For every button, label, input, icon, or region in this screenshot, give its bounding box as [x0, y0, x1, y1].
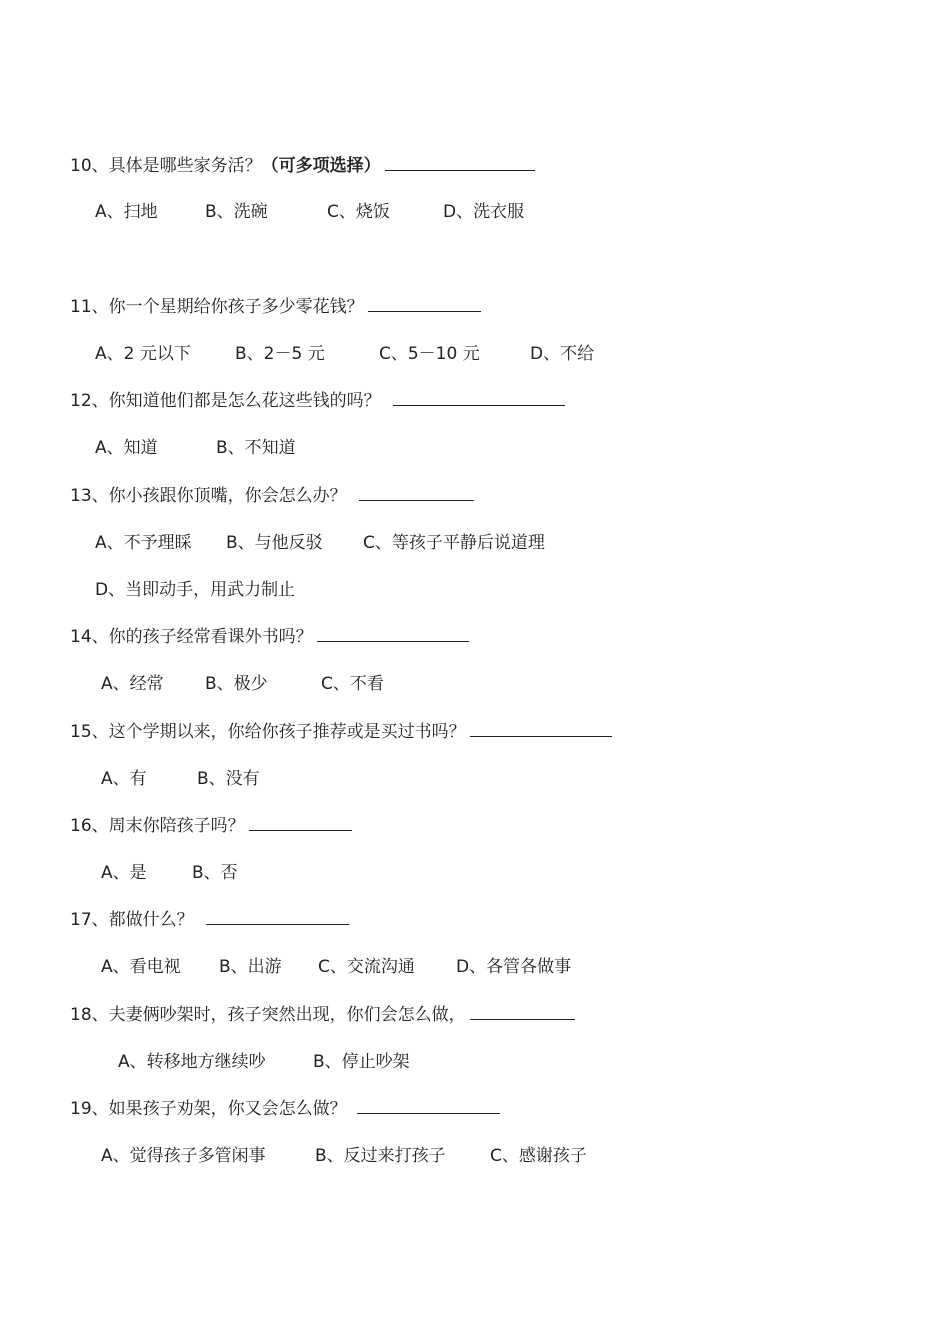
- option-16-b[interactable]: B、否: [192, 863, 238, 883]
- option-11-b[interactable]: B、2－5 元: [235, 344, 325, 364]
- options-13-line2: [0, 576, 950, 604]
- answer-blank-11[interactable]: [368, 293, 481, 312]
- option-17-a[interactable]: A、看电视: [101, 957, 181, 977]
- question-17: [70, 906, 349, 934]
- question-16: [70, 812, 352, 840]
- answer-blank-17[interactable]: [206, 906, 349, 925]
- option-15-b[interactable]: B、没有: [197, 769, 260, 789]
- option-17-d[interactable]: D、各管各做事: [456, 957, 572, 977]
- option-10-d[interactable]: D、洗衣服: [443, 202, 525, 222]
- option-19-c[interactable]: C、感谢孩子: [490, 1146, 587, 1166]
- option-14-b[interactable]: B、极少: [205, 674, 268, 694]
- option-14-a[interactable]: A、经常: [101, 674, 164, 694]
- options-13: [0, 529, 950, 557]
- question-19: [70, 1095, 500, 1123]
- options-16: [0, 859, 950, 887]
- answer-blank-18[interactable]: [470, 1001, 575, 1020]
- options-10: [0, 198, 950, 226]
- answer-blank-14[interactable]: [317, 623, 469, 642]
- option-10-c[interactable]: C、烧饭: [327, 202, 390, 222]
- question-19-prompt: 19、如果孩子劝架，你又会怎么做？: [70, 1099, 347, 1119]
- option-17-b[interactable]: B、出游: [219, 957, 282, 977]
- question-16-prompt: 16、周末你陪孩子吗？: [70, 816, 245, 836]
- option-10-b[interactable]: B、洗碗: [205, 202, 268, 222]
- option-13-a[interactable]: A、不予理睬: [95, 533, 192, 553]
- option-13-b[interactable]: B、与他反驳: [226, 533, 323, 553]
- question-17-prompt: 17、都做什么？: [70, 910, 194, 930]
- question-14: [70, 623, 469, 651]
- option-18-a[interactable]: A、转移地方继续吵: [118, 1052, 266, 1072]
- question-12-prompt: 12、你知道他们都是怎么花这些钱的吗？: [70, 391, 381, 411]
- option-10-a[interactable]: A、扫地: [95, 202, 158, 222]
- question-11: [70, 293, 481, 321]
- options-18: [0, 1048, 950, 1076]
- option-13-d[interactable]: D、当即动手，用武力制止: [95, 580, 296, 600]
- option-15-a[interactable]: A、有: [101, 769, 147, 789]
- question-13-prompt: 13、你小孩跟你顶嘴，你会怎么办？: [70, 486, 347, 506]
- options-17: [0, 953, 950, 981]
- option-19-b[interactable]: B、反过来打孩子: [315, 1146, 446, 1166]
- option-18-b[interactable]: B、停止吵架: [313, 1052, 410, 1072]
- question-12: [70, 387, 565, 415]
- option-11-d[interactable]: D、不给: [530, 344, 595, 364]
- option-12-b[interactable]: B、不知道: [216, 438, 296, 458]
- answer-blank-19[interactable]: [357, 1095, 500, 1114]
- options-11: [0, 340, 950, 368]
- answer-blank-10[interactable]: [385, 152, 535, 171]
- question-10: [70, 152, 535, 180]
- question-18: [70, 1001, 575, 1029]
- option-13-c[interactable]: C、等孩子平静后说道理: [363, 533, 545, 553]
- option-11-c[interactable]: C、5－10 元: [379, 344, 480, 364]
- option-19-a[interactable]: A、觉得孩子多管闲事: [101, 1146, 266, 1166]
- option-11-a[interactable]: A、2 元以下: [95, 344, 191, 364]
- options-14: [0, 670, 950, 698]
- question-10-prompt: 10、具体是哪些家务活？: [70, 156, 262, 176]
- option-16-a[interactable]: A、是: [101, 863, 147, 883]
- question-10-emphasis: （可多项选择）: [261, 156, 381, 176]
- answer-blank-13[interactable]: [359, 482, 474, 501]
- question-15: [70, 718, 612, 746]
- question-14-prompt: 14、你的孩子经常看课外书吗？: [70, 627, 313, 647]
- option-17-c[interactable]: C、交流沟通: [318, 957, 415, 977]
- option-12-a[interactable]: A、知道: [95, 438, 158, 458]
- question-11-prompt: 11、你一个星期给你孩子多少零花钱？: [70, 297, 364, 317]
- question-15-prompt: 15、这个学期以来，你给你孩子推荐或是买过书吗？: [70, 722, 466, 742]
- options-15: [0, 765, 950, 793]
- answer-blank-16[interactable]: [249, 812, 352, 831]
- answer-blank-12[interactable]: [393, 387, 565, 406]
- option-14-c[interactable]: C、不看: [321, 674, 384, 694]
- question-18-prompt: 18、夫妻俩吵架时，孩子突然出现，你们会怎么做，: [70, 1005, 466, 1025]
- answer-blank-15[interactable]: [470, 718, 612, 737]
- question-13: [70, 482, 474, 510]
- options-19: [0, 1142, 950, 1170]
- options-12: [0, 434, 950, 462]
